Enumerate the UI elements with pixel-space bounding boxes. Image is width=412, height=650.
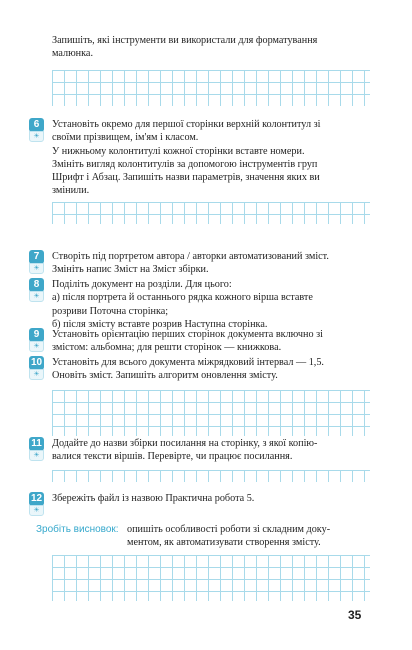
sun-icon: ☀ bbox=[29, 450, 44, 461]
task-number: 7 bbox=[29, 250, 44, 264]
task-badge-7 bbox=[29, 250, 44, 276]
task-number: 12 bbox=[30, 493, 43, 504]
task-badge-10 bbox=[29, 356, 44, 382]
task-number: 10 bbox=[30, 357, 43, 368]
task-text-10: Установіть для всього документа міжрядковий інтервал — 1,5. Оновіть зміст. Запишіть алгоритм оновлення змісту. bbox=[52, 357, 324, 382]
answer-grid-6[interactable] bbox=[52, 202, 370, 224]
task-number: 8 bbox=[29, 278, 44, 292]
task-text-11: Додайте до назви збірки посилання на сторінку, з якої копію- валися тексти віршів. Перевірте, чи працює посилання. bbox=[52, 438, 318, 463]
task-badge-8 bbox=[29, 278, 44, 304]
intro-text: Запишіть, які інструменти ви використали для форматування малюнка. bbox=[52, 35, 318, 60]
task-text-7: Створіть під портретом автора / авторки автоматизований зміст. Змініть напис Зміст на Зміст збірки. bbox=[52, 251, 329, 276]
answer-grid-conclusion[interactable] bbox=[52, 555, 370, 601]
sun-icon: ☀ bbox=[29, 505, 44, 516]
task-text-9: Установіть орієнтацію перших сторінок документа включно зі змістом: альбомна; для решти сторінок — книжкова. bbox=[52, 329, 323, 354]
answer-grid-11[interactable] bbox=[52, 470, 370, 482]
conclusion-text: опишіть особливості роботи зі складним доку- ментом, як автоматизувати створення змісту. bbox=[127, 524, 331, 549]
task-badge-6 bbox=[29, 118, 44, 144]
task-text-12: Збережіть файл із назвою Практична робота 5. bbox=[52, 493, 255, 504]
task-number: 11 bbox=[29, 437, 44, 451]
answer-grid-10[interactable] bbox=[52, 390, 370, 436]
task-badge-12 bbox=[29, 492, 44, 518]
answer-grid-intro[interactable] bbox=[52, 70, 370, 106]
task-text-8: Поділіть документ на розділи. Для цього: а) після портрета й останнього рядка кожного вірша вставте розриви Поточна сторінка; б) після змісту вставте розрив Наступна сторінка. bbox=[52, 279, 313, 330]
task-badge-9 bbox=[29, 328, 44, 354]
sun-icon: ☀ bbox=[29, 341, 44, 352]
task-text-6: Установіть окремо для першої сторінки верхній колонтитул зі своїми прізвищем, ім'ям і класом. У нижньому колонтитулі кожної сторінки вставте номери. Змініть вигляд колонтитулів за допомогою інструментів груп Шрифт і Абзац. Запишіть назви параметрів, значення яких ви змінили. bbox=[52, 119, 321, 197]
page-number: 35 bbox=[348, 608, 362, 622]
task-number: 6 bbox=[29, 118, 44, 132]
task-number: 9 bbox=[29, 328, 44, 342]
conclusion-label: Зробіть висновок: bbox=[36, 524, 119, 535]
sun-icon: ☀ bbox=[29, 263, 44, 274]
sun-icon: ☀ bbox=[29, 369, 44, 380]
task-badge-11 bbox=[29, 437, 44, 463]
sun-icon: ☀ bbox=[29, 131, 44, 142]
sun-icon: ☀ bbox=[29, 291, 44, 302]
